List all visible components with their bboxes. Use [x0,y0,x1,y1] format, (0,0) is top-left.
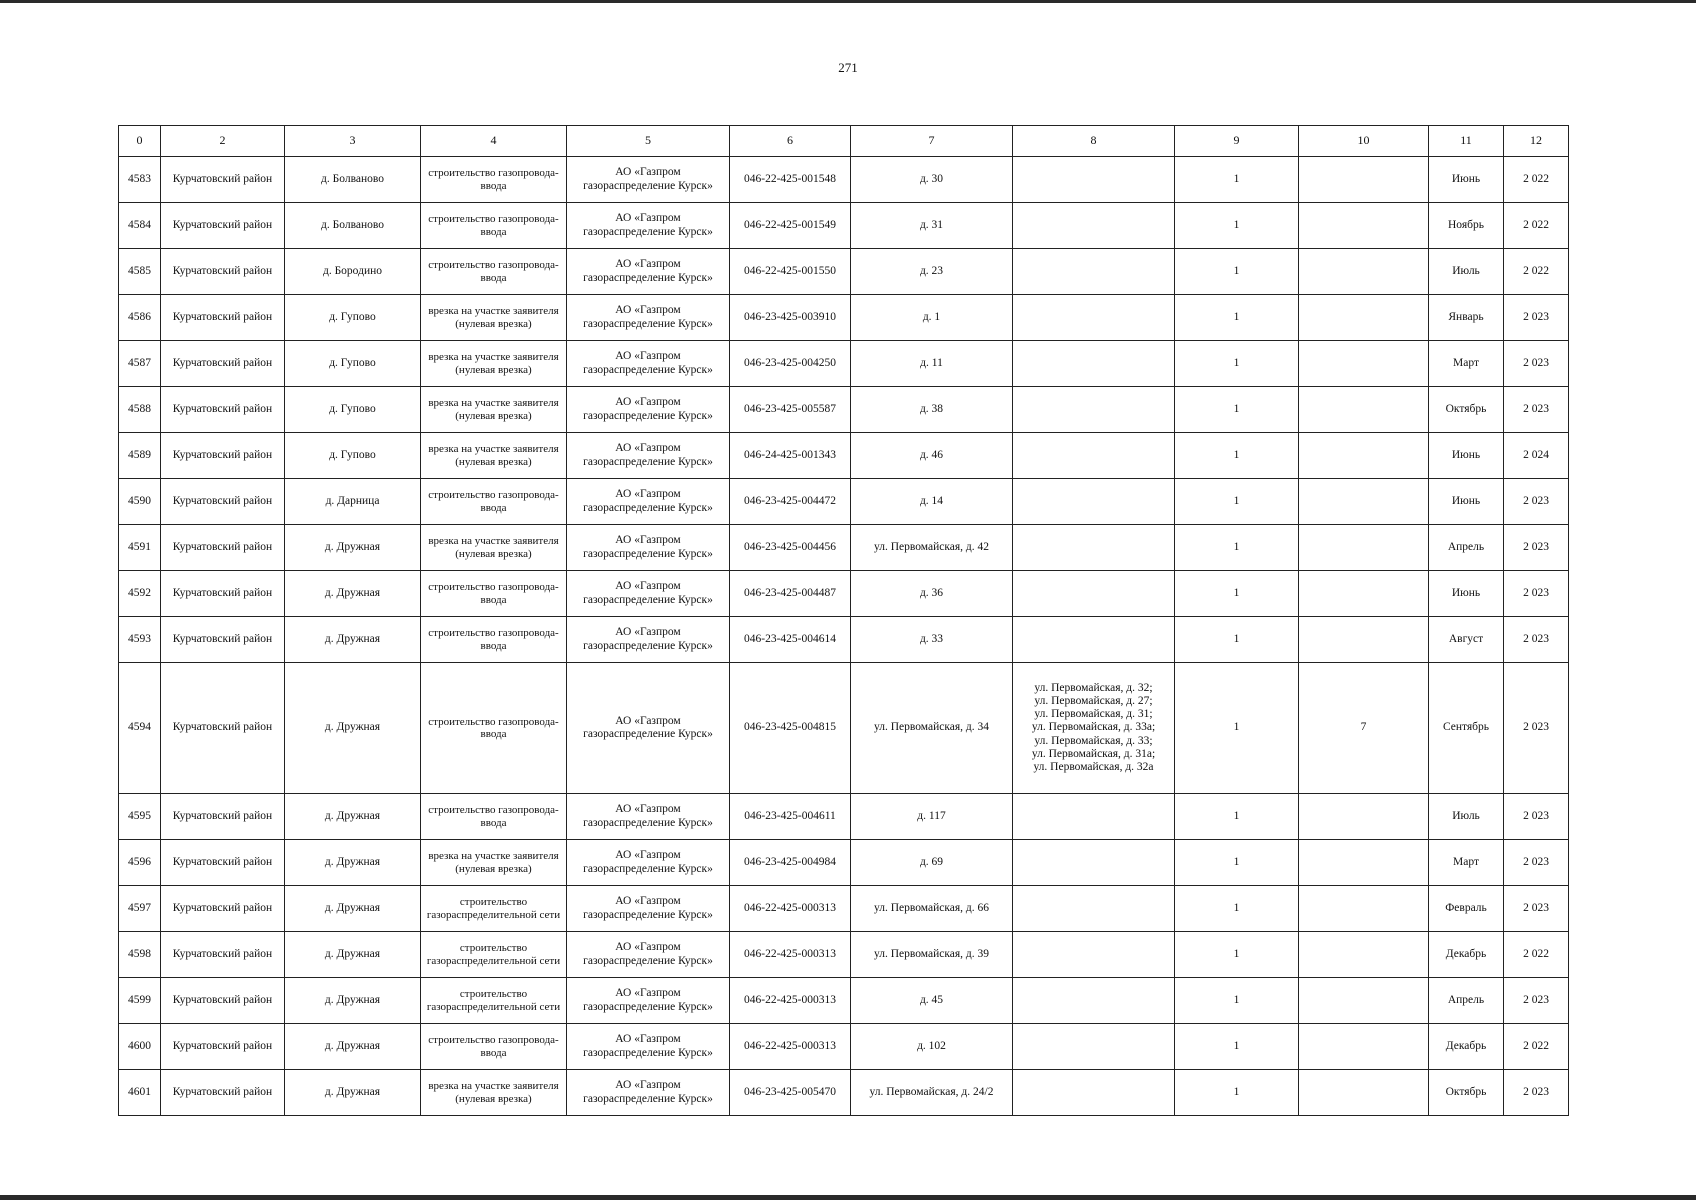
cell-code: 046-22-425-001549 [730,203,851,249]
cell-district: Курчатовский район [161,932,285,978]
cell-number: 4589 [119,433,161,479]
cell-work-type: врезка на участке заявителя (нулевая врезка) [421,525,567,571]
scan-border-top [0,0,1696,3]
cell-col-10 [1299,295,1429,341]
header-cell: 12 [1504,126,1569,157]
page-number: 271 [838,60,858,75]
cell-code: 046-22-425-000313 [730,932,851,978]
cell-code: 046-24-425-001343 [730,433,851,479]
cell-address: ул. Первомайская, д. 42 [851,525,1013,571]
cell-organization: АО «Газпром газораспределение Курск» [567,295,730,341]
cell-locality: д. Дружная [285,663,421,794]
cell-code: 046-23-425-004611 [730,794,851,840]
cell-year: 2 022 [1504,1024,1569,1070]
cell-organization: АО «Газпром газораспределение Курск» [567,617,730,663]
table-row [119,249,1569,295]
cell-col-10 [1299,203,1429,249]
cell-month: Июнь [1429,157,1504,203]
cell-district: Курчатовский район [161,840,285,886]
cell-work-type: строительство газопровода-ввода [421,663,567,794]
cell-extra-addresses [1013,1070,1175,1116]
cell-district: Курчатовский район [161,1024,285,1070]
scan-border-bottom [0,1195,1696,1200]
cell-organization: АО «Газпром газораспределение Курск» [567,479,730,525]
cell-number: 4588 [119,387,161,433]
cell-number: 4597 [119,886,161,932]
cell-district: Курчатовский район [161,433,285,479]
cell-district: Курчатовский район [161,617,285,663]
table-row [119,203,1569,249]
cell-work-type: врезка на участке заявителя (нулевая врезка) [421,295,567,341]
cell-district: Курчатовский район [161,387,285,433]
cell-count: 1 [1175,525,1299,571]
table-row [119,840,1569,886]
cell-month: Октябрь [1429,387,1504,433]
cell-number: 4595 [119,794,161,840]
cell-month: Март [1429,341,1504,387]
header-cell: 11 [1429,126,1504,157]
cell-address: ул. Первомайская, д. 66 [851,886,1013,932]
cell-work-type: врезка на участке заявителя (нулевая врезка) [421,387,567,433]
cell-col-10 [1299,341,1429,387]
cell-number: 4601 [119,1070,161,1116]
table-row [119,525,1569,571]
cell-extra-addresses [1013,341,1175,387]
registry-table [118,125,1569,1116]
header-cell: 5 [567,126,730,157]
cell-extra-addresses [1013,794,1175,840]
cell-col-10 [1299,1070,1429,1116]
cell-code: 046-23-425-005587 [730,387,851,433]
cell-count: 1 [1175,387,1299,433]
table-row [119,794,1569,840]
cell-number: 4585 [119,249,161,295]
cell-count: 1 [1175,617,1299,663]
cell-organization: АО «Газпром газораспределение Курск» [567,571,730,617]
cell-extra-addresses [1013,978,1175,1024]
cell-count: 1 [1175,479,1299,525]
cell-month: Июнь [1429,479,1504,525]
cell-year: 2 023 [1504,886,1569,932]
cell-col-10 [1299,525,1429,571]
cell-count: 1 [1175,1070,1299,1116]
table-row [119,157,1569,203]
cell-month: Октябрь [1429,1070,1504,1116]
cell-locality: д. Гупово [285,433,421,479]
cell-extra-addresses [1013,840,1175,886]
cell-number: 4592 [119,571,161,617]
cell-count: 1 [1175,341,1299,387]
cell-month: Июль [1429,794,1504,840]
header-cell: 3 [285,126,421,157]
cell-district: Курчатовский район [161,571,285,617]
cell-month: Апрель [1429,978,1504,1024]
cell-col-10 [1299,840,1429,886]
cell-organization: АО «Газпром газораспределение Курск» [567,794,730,840]
table-row [119,932,1569,978]
cell-district: Курчатовский район [161,295,285,341]
cell-year: 2 023 [1504,341,1569,387]
cell-address: д. 38 [851,387,1013,433]
cell-month: Декабрь [1429,1024,1504,1070]
table-row [119,978,1569,1024]
cell-organization: АО «Газпром газораспределение Курск» [567,249,730,295]
cell-year: 2 023 [1504,295,1569,341]
cell-col-10 [1299,1024,1429,1070]
cell-address: д. 102 [851,1024,1013,1070]
cell-locality: д. Дружная [285,978,421,1024]
cell-code: 046-23-425-004614 [730,617,851,663]
header-cell: 8 [1013,126,1175,157]
cell-address: д. 23 [851,249,1013,295]
cell-year: 2 024 [1504,433,1569,479]
cell-organization: АО «Газпром газораспределение Курск» [567,525,730,571]
cell-number: 4599 [119,978,161,1024]
header-cell: 9 [1175,126,1299,157]
cell-locality: д. Дружная [285,840,421,886]
cell-year: 2 023 [1504,840,1569,886]
cell-locality: д. Дружная [285,1024,421,1070]
cell-count: 1 [1175,1024,1299,1070]
cell-count: 1 [1175,794,1299,840]
cell-col-10 [1299,433,1429,479]
cell-count: 1 [1175,932,1299,978]
cell-extra-addresses [1013,932,1175,978]
cell-organization: АО «Газпром газораспределение Курск» [567,203,730,249]
cell-address: д. 117 [851,794,1013,840]
cell-month: Январь [1429,295,1504,341]
cell-year: 2 022 [1504,932,1569,978]
cell-work-type: строительство газопровода-ввода [421,203,567,249]
cell-col-10 [1299,157,1429,203]
cell-organization: АО «Газпром газораспределение Курск» [567,1024,730,1070]
cell-year: 2 023 [1504,571,1569,617]
cell-locality: д. Дружная [285,571,421,617]
cell-locality: д. Дружная [285,617,421,663]
cell-extra-addresses [1013,249,1175,295]
cell-work-type: строительство газораспределительной сети [421,886,567,932]
cell-code: 046-23-425-004456 [730,525,851,571]
cell-col-10: 7 [1299,663,1429,794]
cell-locality: д. Дружная [285,932,421,978]
cell-district: Курчатовский район [161,525,285,571]
cell-work-type: строительство газопровода-ввода [421,479,567,525]
cell-district: Курчатовский район [161,886,285,932]
cell-code: 046-23-425-004815 [730,663,851,794]
cell-work-type: строительство газопровода-ввода [421,617,567,663]
cell-code: 046-23-425-004472 [730,479,851,525]
cell-extra-addresses [1013,479,1175,525]
cell-code: 046-22-425-000313 [730,886,851,932]
cell-locality: д. Дружная [285,886,421,932]
cell-district: Курчатовский район [161,157,285,203]
cell-count: 1 [1175,978,1299,1024]
cell-address: д. 36 [851,571,1013,617]
cell-year: 2 022 [1504,157,1569,203]
cell-code: 046-23-425-004984 [730,840,851,886]
table-row [119,571,1569,617]
header-cell: 0 [119,126,161,157]
cell-month: Сентябрь [1429,663,1504,794]
table-row [119,1024,1569,1070]
cell-code: 046-23-425-004487 [730,571,851,617]
cell-locality: д. Дружная [285,794,421,840]
header-row [119,126,1569,157]
cell-year: 2 023 [1504,479,1569,525]
cell-address: д. 11 [851,341,1013,387]
cell-organization: АО «Газпром газораспределение Курск» [567,663,730,794]
cell-address: д. 31 [851,203,1013,249]
cell-year: 2 023 [1504,525,1569,571]
cell-locality: д. Гупово [285,295,421,341]
cell-work-type: строительство газораспределительной сети [421,978,567,1024]
cell-col-10 [1299,978,1429,1024]
cell-number: 4590 [119,479,161,525]
cell-code: 046-23-425-004250 [730,341,851,387]
header-cell: 4 [421,126,567,157]
cell-address: д. 14 [851,479,1013,525]
cell-col-10 [1299,932,1429,978]
cell-extra-addresses [1013,157,1175,203]
table-row [119,433,1569,479]
table-row [119,663,1569,794]
cell-number: 4584 [119,203,161,249]
header-cell: 6 [730,126,851,157]
cell-month: Февраль [1429,886,1504,932]
cell-locality: д. Дружная [285,1070,421,1116]
cell-code: 046-22-425-001548 [730,157,851,203]
cell-work-type: строительство газопровода-ввода [421,794,567,840]
cell-organization: АО «Газпром газораспределение Курск» [567,341,730,387]
cell-extra-addresses [1013,387,1175,433]
cell-extra-addresses [1013,1024,1175,1070]
cell-month: Июнь [1429,433,1504,479]
cell-extra-addresses [1013,433,1175,479]
cell-address: д. 1 [851,295,1013,341]
cell-year: 2 022 [1504,249,1569,295]
cell-count: 1 [1175,203,1299,249]
cell-year: 2 023 [1504,387,1569,433]
table-row [119,617,1569,663]
cell-work-type: врезка на участке заявителя (нулевая врезка) [421,840,567,886]
cell-month: Июнь [1429,571,1504,617]
cell-address: ул. Первомайская, д. 34 [851,663,1013,794]
cell-work-type: врезка на участке заявителя (нулевая врезка) [421,1070,567,1116]
cell-address: ул. Первомайская, д. 24/2 [851,1070,1013,1116]
cell-month: Апрель [1429,525,1504,571]
table-row [119,295,1569,341]
cell-col-10 [1299,617,1429,663]
cell-extra-addresses [1013,617,1175,663]
cell-year: 2 023 [1504,663,1569,794]
cell-month: Март [1429,840,1504,886]
cell-month: Декабрь [1429,932,1504,978]
cell-code: 046-23-425-005470 [730,1070,851,1116]
cell-address: д. 69 [851,840,1013,886]
table-body [119,157,1569,1116]
cell-organization: АО «Газпром газораспределение Курск» [567,932,730,978]
cell-district: Курчатовский район [161,203,285,249]
cell-address: д. 33 [851,617,1013,663]
cell-col-10 [1299,249,1429,295]
cell-year: 2 022 [1504,203,1569,249]
cell-locality: д. Гупово [285,341,421,387]
cell-count: 1 [1175,157,1299,203]
cell-count: 1 [1175,886,1299,932]
cell-locality: д. Бородино [285,249,421,295]
cell-code: 046-22-425-000313 [730,1024,851,1070]
cell-organization: АО «Газпром газораспределение Курск» [567,387,730,433]
cell-number: 4598 [119,932,161,978]
cell-count: 1 [1175,295,1299,341]
cell-count: 1 [1175,840,1299,886]
cell-extra-addresses [1013,886,1175,932]
cell-month: Июль [1429,249,1504,295]
cell-organization: АО «Газпром газораспределение Курск» [567,433,730,479]
cell-district: Курчатовский район [161,794,285,840]
cell-number: 4587 [119,341,161,387]
cell-organization: АО «Газпром газораспределение Курск» [567,1070,730,1116]
cell-work-type: врезка на участке заявителя (нулевая врезка) [421,341,567,387]
cell-locality: д. Гупово [285,387,421,433]
cell-district: Курчатовский район [161,978,285,1024]
cell-code: 046-22-425-000313 [730,978,851,1024]
cell-address: д. 45 [851,978,1013,1024]
cell-col-10 [1299,794,1429,840]
cell-col-10 [1299,479,1429,525]
cell-district: Курчатовский район [161,663,285,794]
cell-locality: д. Болваново [285,203,421,249]
cell-number: 4591 [119,525,161,571]
cell-locality: д. Дарница [285,479,421,525]
cell-extra-addresses: ул. Первомайская, д. 32; ул. Первомайская, д. 27; ул. Первомайская, д. 31; ул. Первомайская, д. 33а; ул. Первомайская, д. 33; ул. Первомайская, д. 31а; ул. Первомайская, д. 32а [1013,663,1175,794]
cell-month: Ноябрь [1429,203,1504,249]
cell-extra-addresses [1013,571,1175,617]
table-row [119,1070,1569,1116]
table-row [119,341,1569,387]
cell-work-type: строительство газопровода-ввода [421,571,567,617]
cell-count: 1 [1175,433,1299,479]
cell-organization: АО «Газпром газораспределение Курск» [567,840,730,886]
cell-number: 4586 [119,295,161,341]
cell-count: 1 [1175,663,1299,794]
cell-district: Курчатовский район [161,249,285,295]
cell-work-type: врезка на участке заявителя (нулевая врезка) [421,433,567,479]
cell-address: ул. Первомайская, д. 39 [851,932,1013,978]
cell-work-type: строительство газопровода-ввода [421,1024,567,1070]
cell-address: д. 30 [851,157,1013,203]
cell-district: Курчатовский район [161,1070,285,1116]
cell-year: 2 023 [1504,617,1569,663]
cell-organization: АО «Газпром газораспределение Курск» [567,978,730,1024]
cell-col-10 [1299,387,1429,433]
header-cell: 10 [1299,126,1429,157]
cell-locality: д. Дружная [285,525,421,571]
table-row [119,886,1569,932]
cell-count: 1 [1175,571,1299,617]
cell-number: 4594 [119,663,161,794]
header-cell: 7 [851,126,1013,157]
cell-code: 046-23-425-003910 [730,295,851,341]
cell-number: 4596 [119,840,161,886]
table-row [119,479,1569,525]
table-row [119,387,1569,433]
cell-work-type: строительство газопровода-ввода [421,157,567,203]
cell-year: 2 023 [1504,1070,1569,1116]
cell-code: 046-22-425-001550 [730,249,851,295]
cell-district: Курчатовский район [161,479,285,525]
cell-organization: АО «Газпром газораспределение Курск» [567,157,730,203]
header-cell: 2 [161,126,285,157]
cell-col-10 [1299,571,1429,617]
cell-count: 1 [1175,249,1299,295]
cell-organization: АО «Газпром газораспределение Курск» [567,886,730,932]
cell-extra-addresses [1013,203,1175,249]
cell-work-type: строительство газопровода-ввода [421,249,567,295]
cell-col-10 [1299,886,1429,932]
cell-address: д. 46 [851,433,1013,479]
cell-extra-addresses [1013,295,1175,341]
cell-work-type: строительство газораспределительной сети [421,932,567,978]
cell-year: 2 023 [1504,978,1569,1024]
cell-extra-addresses [1013,525,1175,571]
cell-number: 4600 [119,1024,161,1070]
cell-month: Август [1429,617,1504,663]
cell-district: Курчатовский район [161,341,285,387]
cell-number: 4583 [119,157,161,203]
cell-number: 4593 [119,617,161,663]
cell-locality: д. Болваново [285,157,421,203]
cell-year: 2 023 [1504,794,1569,840]
